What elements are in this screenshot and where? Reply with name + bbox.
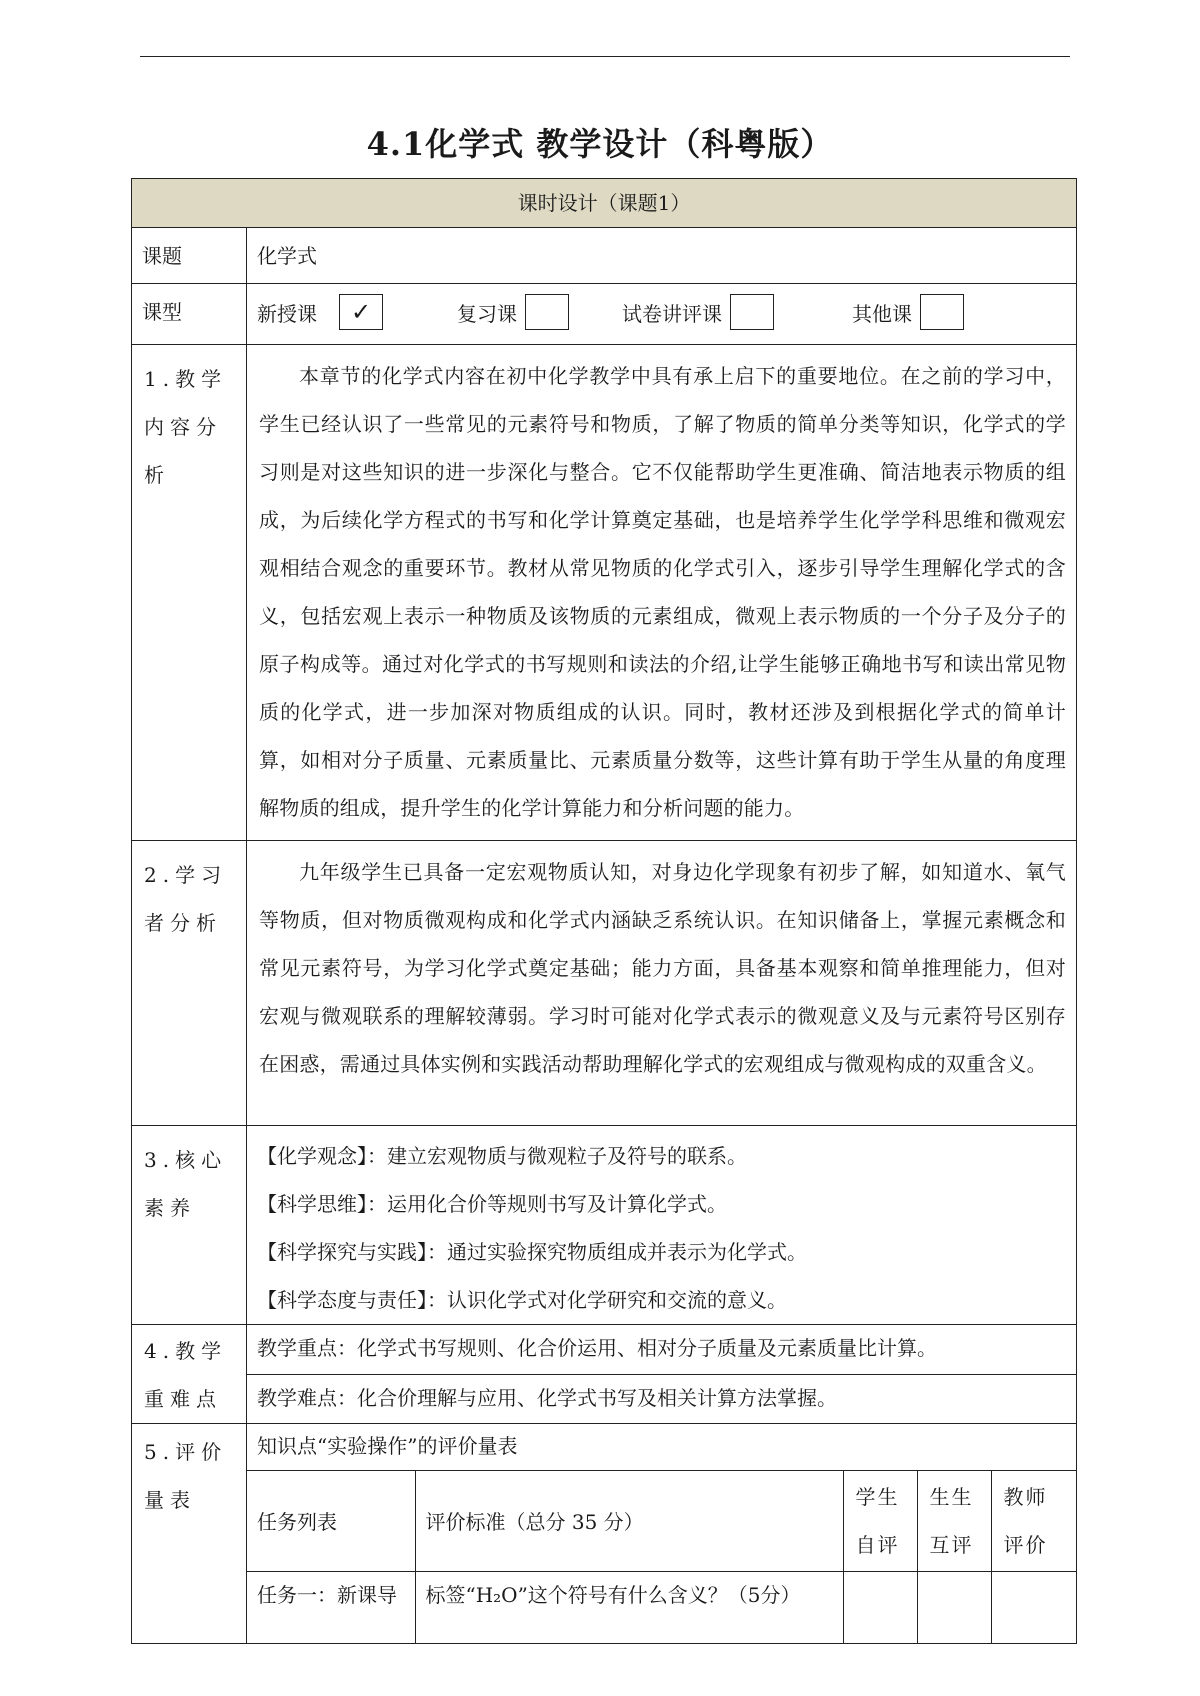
document-title: 4.1化学式 教学设计（科粤版） [366, 125, 834, 163]
content-analysis-text: 本章节的化学式内容在初中化学教学中具有承上启下的重要地位。在之前的学习中，学生已经认识了一些常见的元素符号和物质，了解了物质的简单分类等知识，化学式的学习则是对这些知识的进一步深化与整合。它不仅能帮助学生更准确、简洁地表示物质的组成，为后续化学方程式的书写和化学计算奠定基础，也是培养学生化学学科思维和微观宏观相结合观念的重要环节。教材从常见物质的化学式引入，逐步引导学生理解化学式的含义，包括宏观上表示一种物质及该物质的元素组成，微观上表示物质的一个分子及分子的原子构成等。通过对化学式的书写规则和读法的介绍,让学生能够正确地书写和读出常见物质的化学式，进一步加深对物质组成的认识。同时，教材还涉及到根据化学式的简单计算，如相对分子质量、元素质量比、元素质量分数等，这些计算有助于学生从量的角度理解物质的组成，提升学生的化学计算能力和分析问题的能力。 [247, 345, 1077, 841]
column-header-self-eval: 学生自评 [843, 1470, 917, 1571]
content-analysis-label: 1.教学内容分析 [132, 345, 247, 841]
literacy-item: 【科学探究与实践】：通过实验探究物质组成并表示为化学式。 [257, 1240, 807, 1264]
topic-value: 化学式 [247, 228, 1077, 284]
key-points-label: 4.教学重难点 [132, 1325, 247, 1424]
option-label: 其他课 [852, 301, 912, 326]
topic-label: 课题 [132, 228, 247, 284]
criteria-cell: 标签“H₂O”这个符号有什么含义？（5分） [415, 1571, 843, 1643]
type-label: 课型 [132, 284, 247, 345]
option-label: 新授课 [257, 301, 317, 326]
lesson-design-table [131, 178, 1077, 1644]
evaluation-rubric-table [247, 1424, 1077, 1643]
option-label: 试卷讲评课 [622, 301, 722, 326]
self-eval-cell[interactable] [843, 1571, 917, 1643]
learner-analysis-label: 2.学习者分析 [132, 841, 247, 1126]
rubric-title: 知识点“实验操作”的评价量表 [247, 1424, 1077, 1470]
literacy-item: 【科学态度与责任】：认识化学式对化学研究和交流的意义。 [257, 1288, 787, 1312]
column-header-peer-eval: 生生互评 [917, 1470, 991, 1571]
literacy-item: 【科学思维】：运用化合价等规则书写及计算化学式。 [257, 1192, 727, 1216]
checkbox-empty-icon[interactable] [525, 294, 569, 330]
column-header-task: 任务列表 [247, 1470, 415, 1571]
peer-eval-cell[interactable] [917, 1571, 991, 1643]
option-new-lesson[interactable] [257, 294, 457, 330]
evaluation-cell [247, 1424, 1077, 1644]
teacher-eval-cell[interactable] [991, 1571, 1077, 1643]
option-review-lesson[interactable] [457, 294, 622, 330]
option-label: 复习课 [457, 301, 517, 326]
option-other-lesson[interactable] [852, 294, 964, 330]
checkbox-checked-icon[interactable]: ✓ [339, 294, 383, 330]
header-rule [140, 56, 1070, 57]
learner-analysis-text: 九年级学生已具备一定宏观物质认知，对身边化学现象有初步了解，如知道水、氧气等物质，但对物质微观构成和化学式内涵缺乏系统认识。在知识储备上，掌握元素概念和常见元素符号，为学习化学式奠定基础；能力方面，具备基本观察和简单推理能力，但对宏观与微观联系的理解较薄弱。学习时可能对化学式表示的微观意义及与元素符号区别存在困惑，需通过具体实例和实践活动帮助理解化学式的宏观组成与微观构成的双重含义。 [247, 841, 1077, 1126]
option-exam-review-lesson[interactable] [622, 294, 852, 330]
teaching-focus: 教学重点：化学式书写规则、化合价运用、相对分子质量及元素质量比计算。 [247, 1325, 1077, 1375]
column-header-criteria: 评价标准（总分 35 分） [415, 1470, 843, 1571]
teaching-difficulty: 教学难点：化合价理解与应用、化学式书写及相关计算方法掌握。 [247, 1374, 1077, 1424]
evaluation-label: 5.评价量表 [132, 1424, 247, 1644]
type-options [247, 284, 1077, 345]
checkbox-empty-icon[interactable] [730, 294, 774, 330]
task-cell: 任务一：新课导 [247, 1571, 415, 1643]
literacy-item: 【化学观念】：建立宏观物质与微观粒子及符号的联系。 [257, 1144, 747, 1168]
core-literacy-label: 3.核心素养 [132, 1126, 247, 1325]
checkbox-empty-icon[interactable] [920, 294, 964, 330]
core-literacy-list [247, 1126, 1077, 1325]
section-header: 课时设计（课题1） [132, 179, 1077, 228]
column-header-teacher-eval: 教师评价 [991, 1470, 1077, 1571]
